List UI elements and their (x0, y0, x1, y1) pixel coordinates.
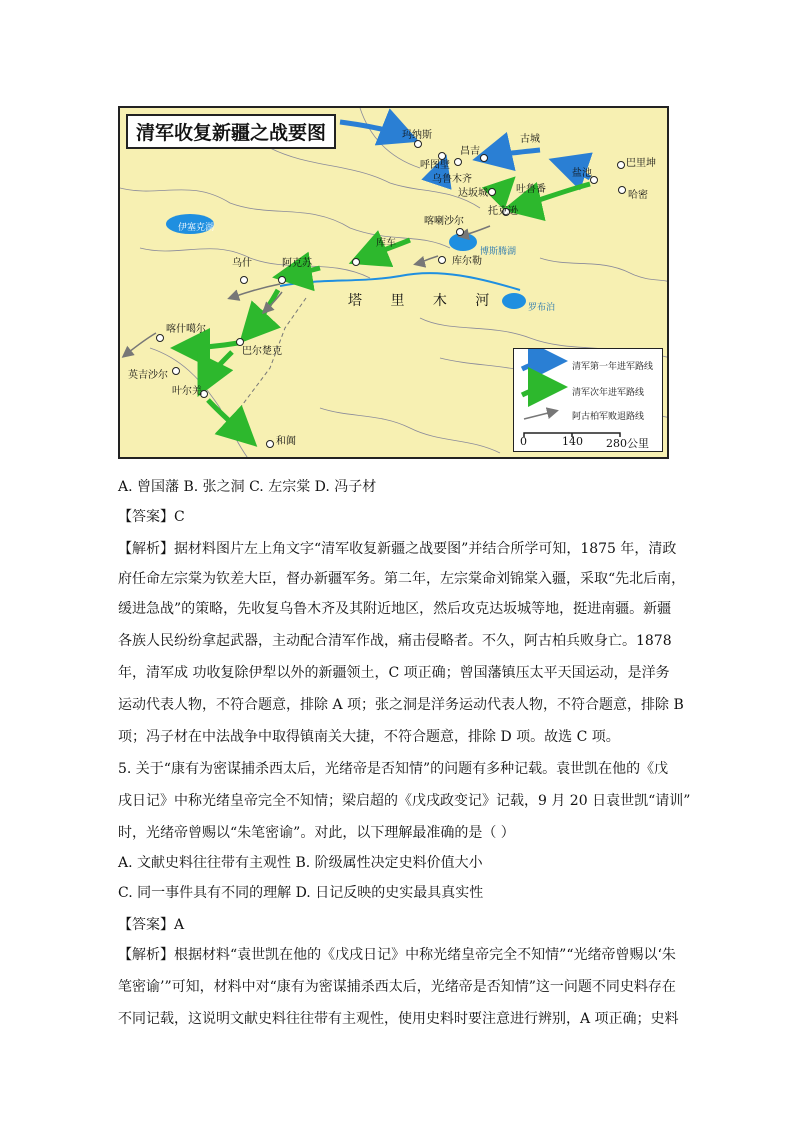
place-urumqi: 乌鲁木齐 (432, 174, 472, 185)
place-korla: 库尔勒 (452, 256, 482, 267)
place-turpan: 吐鲁番 (516, 184, 546, 195)
scale-280: 280公里 (606, 437, 649, 450)
lake-issyk-label: 伊塞克湖 (178, 223, 215, 233)
place-yanchi: 盐池 (572, 168, 592, 179)
q5-options-cd: C. 同一事件具有不同的理解 D. 日记反映的史实最具真实性 (118, 885, 484, 901)
q4-analysis-line-6: 运动代表人物，不符合题意，排除 A 项；张之洞是洋务运动代表人物，不符合题意，排除 B (118, 697, 684, 713)
q5-stem-line-1: 5. 关于“康有为密谋捕杀西太后，光绪帝是否知情”的问题有多种记载。袁世凯在他的《戊 (118, 761, 669, 777)
q4-answer: 【答案】C (118, 509, 185, 525)
q5-analysis-line-2: 笔密谕’”可知，材料中对“康有为密谋捕杀西太后，光绪帝是否知情”这一问题不同史料存在 (118, 979, 676, 995)
q5-stem-line-3: 时，光绪帝曾赐以“朱笔密谕”。对此，以下理解最准确的是（ ） (118, 825, 515, 841)
place-yarkand: 叶尔羌 (172, 386, 202, 397)
place-toksun: 托克逊 (488, 206, 518, 217)
place-balikun: 巴里坤 (626, 158, 656, 169)
place-hami: 哈密 (628, 190, 648, 201)
battle-map (118, 106, 669, 459)
legend-second-year: 清军次年进军路线 (572, 388, 645, 398)
place-manas: 玛纳斯 (402, 130, 432, 141)
scale-140: 140 (562, 435, 583, 448)
q4-analysis-line-5: 年，清军成 功收复除伊犁以外的新疆领土，C 项正确；曾国藩镇压太平天国运动，是洋务 (118, 665, 670, 681)
q4-options: A. 曾国藩 B. 张之洞 C. 左宗棠 D. 冯子材 (118, 479, 377, 495)
place-kashgar: 喀什噶尔 (166, 324, 206, 335)
place-dabancheng: 达坂城 (458, 188, 488, 199)
q5-stem-line-2: 戌日记》中称光绪皇帝完全不知情；梁启超的《戊戌政变记》记载，9 月 20 日袁世凯“请训” (118, 793, 691, 809)
place-aksu: 阿克苏 (282, 258, 312, 269)
map-legend (513, 348, 663, 452)
place-hutubi: 呼图壁 (420, 160, 450, 171)
q4-analysis-line-4: 各族人民纷纷拿起武器，主动配合清军作战，痛击侵略者。不久，阿古柏兵败身亡。1878 (118, 633, 672, 649)
scale-0: 0 (520, 435, 527, 448)
q5-options-ab: A. 文献史料往往带有主观性 B. 阶级属性决定史料价值大小 (118, 855, 483, 871)
lop-lake (502, 293, 526, 309)
q4-analysis-line-2: 府任命左宗棠为钦差大臣，督办新疆军务。第二年，左宗棠命刘锦棠入疆，采取“先北后南， (118, 571, 686, 587)
place-gucheng: 古城 (520, 134, 540, 145)
legend-retreat: 阿古柏军败退路线 (572, 412, 645, 422)
map-title: 清军收复新疆之战要图 (126, 114, 336, 149)
legend-first-year: 清军第一年进军路线 (572, 362, 654, 372)
place-kuche: 库车 (376, 238, 396, 249)
lake-lop-label: 罗布泊 (528, 303, 556, 313)
place-hetian: 和阗 (276, 436, 296, 447)
lake-bosten-label: 博斯腾湖 (480, 247, 517, 257)
place-yengisar: 英吉沙尔 (128, 370, 168, 381)
place-karashar: 喀喇沙尔 (424, 216, 464, 227)
q4-analysis-line-7: 项；冯子材在中法战争中取得镇南关大捷，不符合题意，排除 D 项。故选 C 项。 (118, 729, 620, 745)
place-wushi: 乌什 (232, 258, 252, 269)
q5-analysis-line-1: 【解析】根据材料“袁世凯在他的《戊戌日记》中称光绪皇帝完全不知情”“光绪帝曾赐以‘朱 (118, 947, 676, 963)
place-maralbashi: 巴尔楚克 (242, 346, 282, 357)
q4-analysis-line-3: 缓进急战”的策略，先收复乌鲁木齐及其附近地区，然后攻克达坂城等地，挺进南疆。新疆 (118, 601, 672, 617)
place-changji: 昌吉 (460, 146, 480, 157)
q4-analysis-line-1: 【解析】据材料图片左上角文字“清军收复新疆之战要图”并结合所学可知，1875 年，清政 (118, 541, 677, 557)
tarim-river-label: 塔 里 木 河 (348, 293, 502, 309)
q5-answer: 【答案】A (118, 917, 185, 933)
q5-analysis-line-3: 不同记载，这说明文献史料往往带有主观性，使用史料时要注意进行辨别，A 项正确；史料 (118, 1011, 679, 1027)
